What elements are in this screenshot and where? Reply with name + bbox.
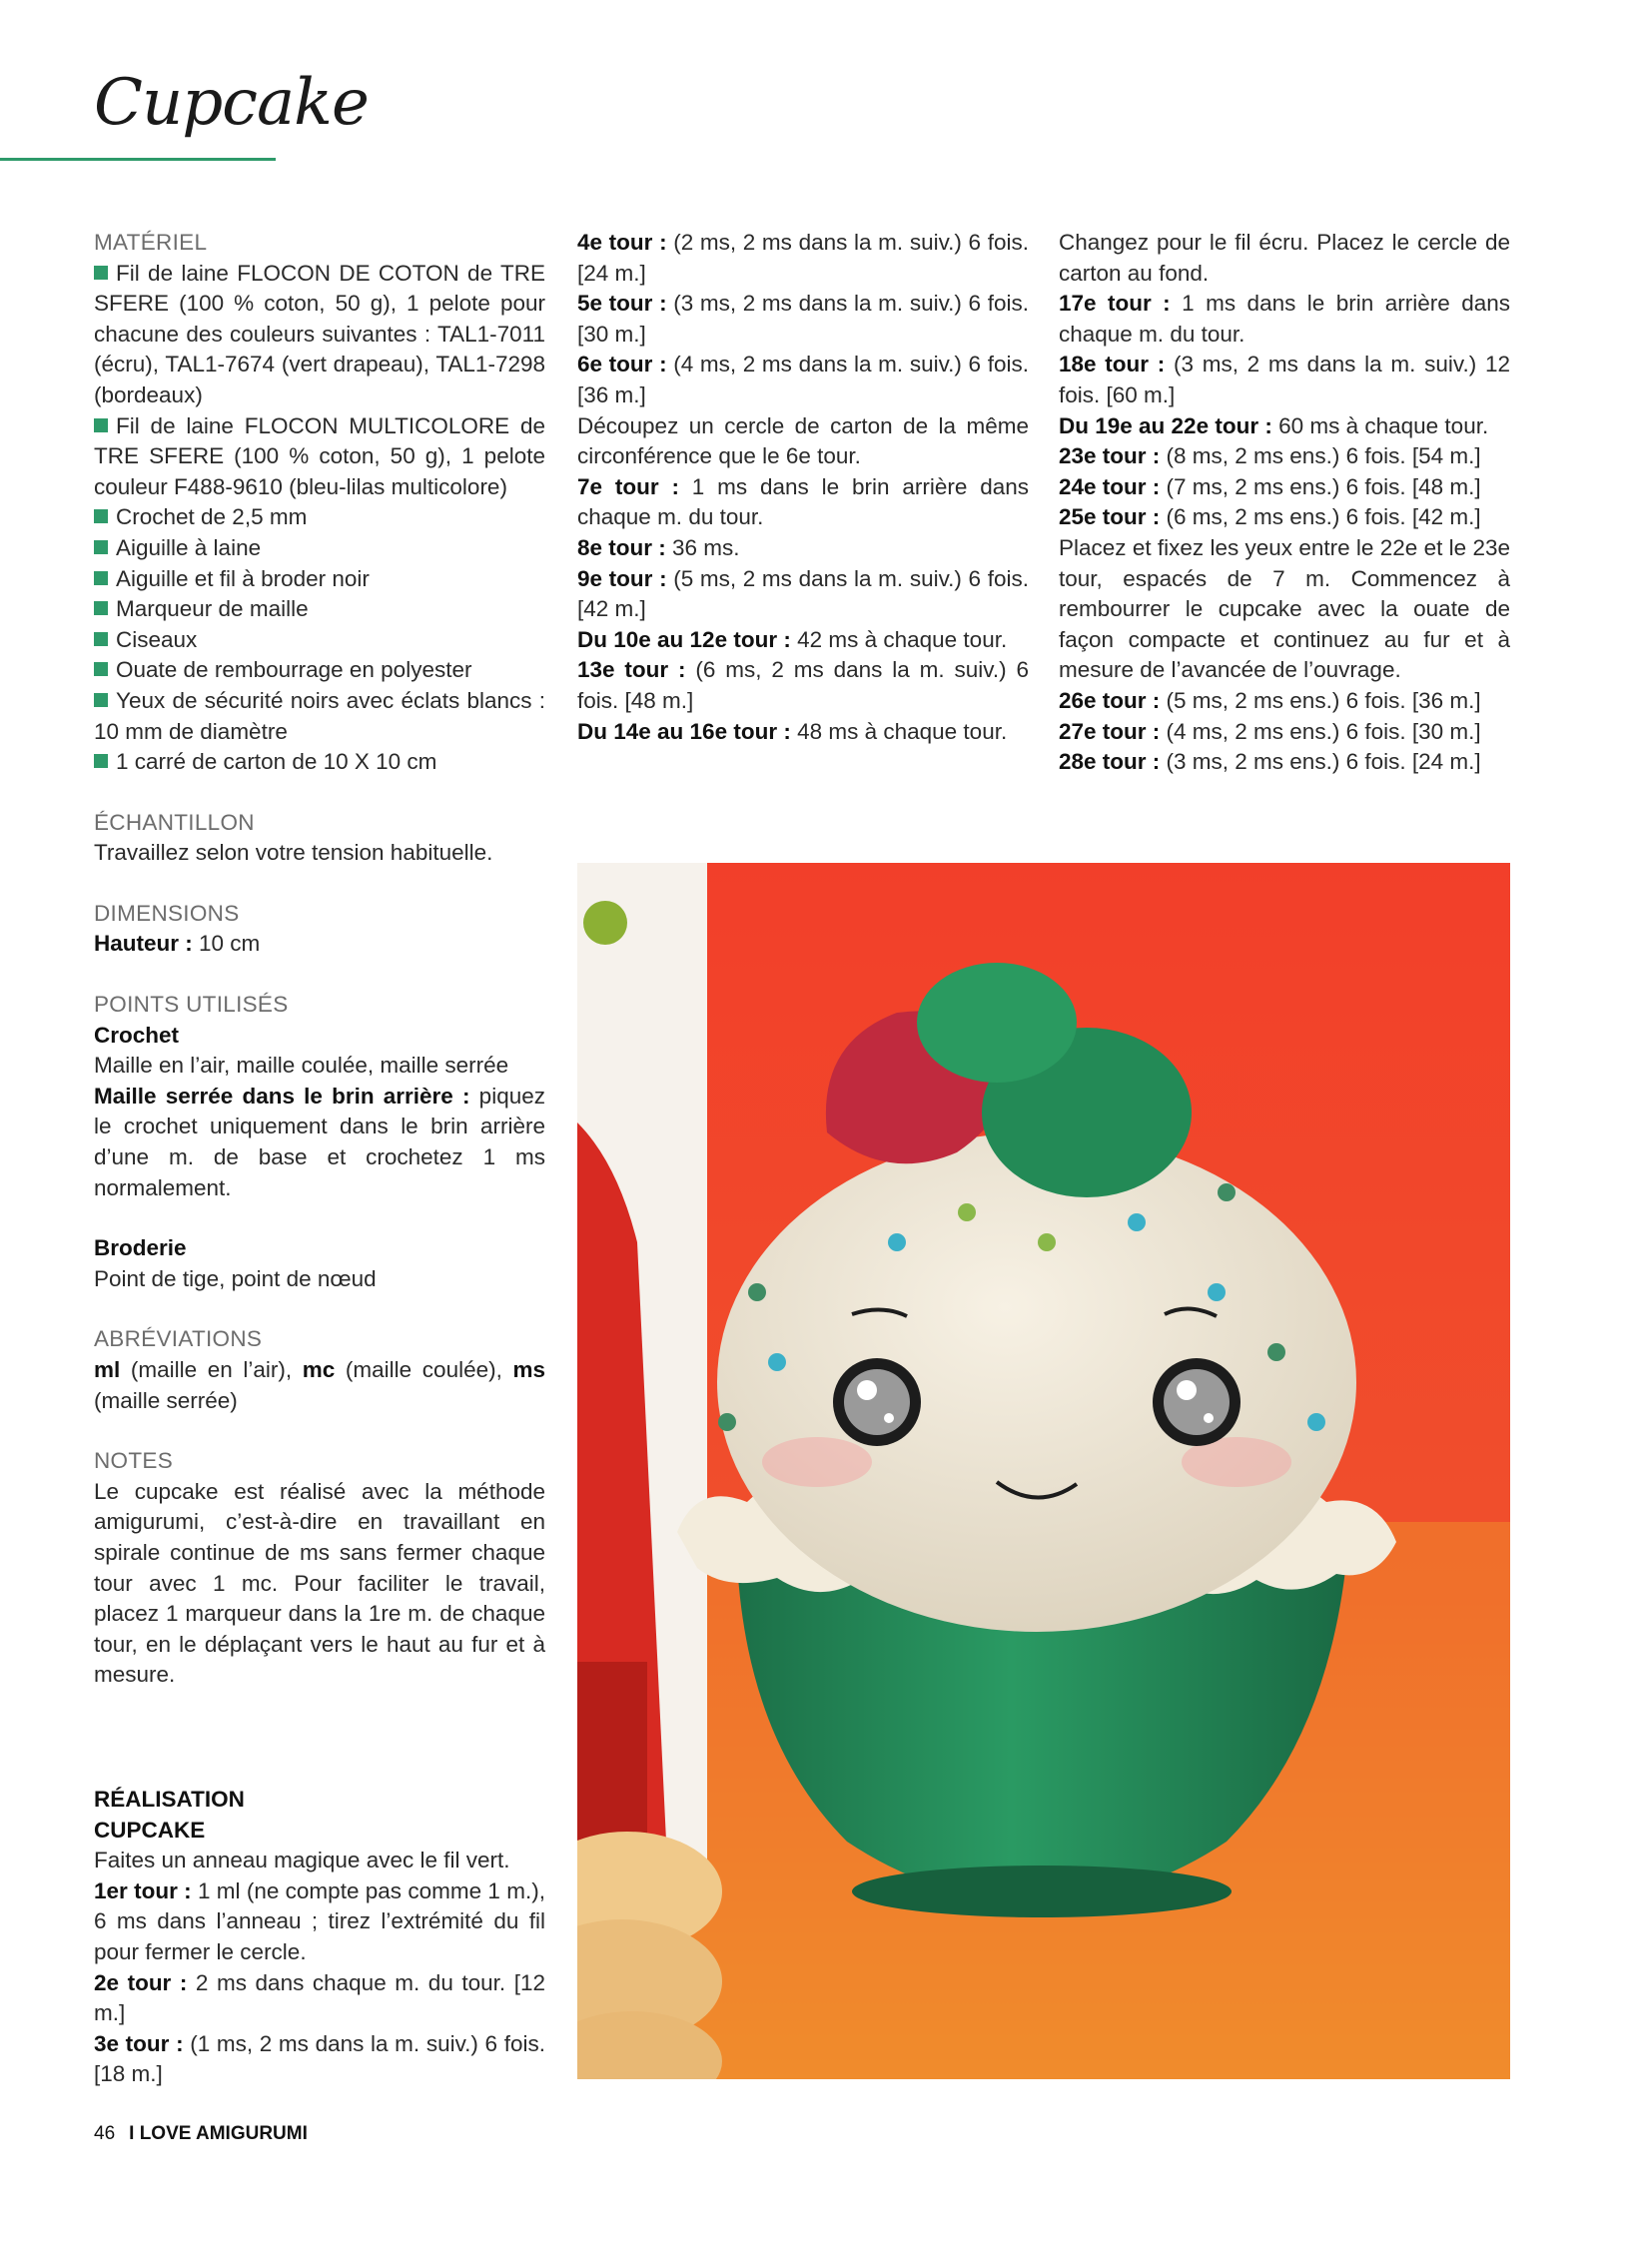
realisation-intro: Faites un anneau magique avec le fil vert. xyxy=(94,1848,510,1873)
bullet-square-icon xyxy=(94,601,108,615)
column-3 xyxy=(1059,228,1510,778)
instruction-row: 24e tour : (7 ms, 2 ms ens.) 6 fois. [48 m.] xyxy=(1059,473,1481,499)
materiel-item: Marqueur de maille xyxy=(94,594,545,625)
instruction-row: Du 14e au 16e tour : 48 ms à chaque tour. xyxy=(577,718,1008,744)
bullet-square-icon xyxy=(94,571,108,585)
magazine-brand: I LOVE AMIGURUMI xyxy=(129,2123,308,2144)
cupcake-subheading: CUPCAKE xyxy=(94,1817,206,1843)
instruction-row: 28e tour : (3 ms, 2 ms ens.) 6 fois. [24 m.] xyxy=(1059,749,1481,775)
bullet-square-icon xyxy=(94,540,108,554)
page-number: 46 xyxy=(94,2123,116,2144)
notes-text: Le cupcake est réalisé avec la méthode amigurumi, c’est-à-dire en travaillant en spirale continue de ms sans fermer chaque tour avec 1 mc. Pour faciliter le travail, placez 1 marqueur dans la 1re m. de chaque tour, en le déplaçant vers le haut au fur et à mesure. xyxy=(94,1478,545,1688)
abreviations-text: ml (maille en l’air), mc (maille coulée), ms (maille serrée) xyxy=(94,1357,546,1413)
materiel-item: Aiguille à laine xyxy=(94,533,545,564)
msba-paragraph: Maille serrée dans le brin arrière : piquez le crochet uniquement dans le brin arrière d’une m. de base et crochetez 1 ms normalement. xyxy=(94,1083,545,1200)
materiel-item: Ouate de rembourrage en polyester xyxy=(94,655,545,686)
page-footer xyxy=(94,2123,308,2145)
instruction-row: Placez et fixez les yeux entre le 22e et le 23e tour, espacés de 7 m. Commencez à rembourrer le cupcake avec la ouate de façon compacte et continuez au fur et à mesure de l’avancée de l’ouvrage. xyxy=(1059,534,1510,683)
instruction-row: 17e tour : 1 ms dans le brin arrière dans chaque m. du tour. xyxy=(1059,291,1510,347)
bullet-square-icon xyxy=(94,509,108,523)
materiel-item: Yeux de sécurité noirs avec éclats blancs : 10 mm de diamètre xyxy=(94,687,545,744)
materiel-item: Fil de laine FLOCON DE COTON de TRE SFERE (100 % coton, 50 g), 1 pelote pour chacune des couleurs suivantes : TAL1-7011 (écru), TAL1-7674 (vert drapeau), TAL1-7298 (bordeaux) xyxy=(94,260,545,407)
materiel-item: Crochet de 2,5 mm xyxy=(94,502,545,533)
instruction-row: 5e tour : (3 ms, 2 ms dans la m. suiv.) 6 fois. [30 m.] xyxy=(577,291,1029,347)
crochet-text: Maille en l’air, maille coulée, maille serrée xyxy=(94,1053,509,1079)
cupcake-photo xyxy=(577,863,1510,2079)
realisation-heading: RÉALISATION xyxy=(94,1786,245,1812)
materiel-heading: MATÉRIEL xyxy=(94,230,208,255)
bullet-square-icon xyxy=(94,693,108,707)
materiel-item: 1 carré de carton de 10 X 10 cm xyxy=(94,747,545,778)
instruction-row: 26e tour : (5 ms, 2 ms ens.) 6 fois. [36 m.] xyxy=(1059,687,1481,713)
instruction-row: 25e tour : (6 ms, 2 ms ens.) 6 fois. [42 m.] xyxy=(1059,504,1481,530)
cupcake-illustration xyxy=(577,863,1510,2079)
instruction-row: 3e tour : (1 ms, 2 ms dans la m. suiv.) 6 fois. [18 m.] xyxy=(94,2030,545,2087)
instruction-row: 4e tour : (2 ms, 2 ms dans la m. suiv.) 6 fois. [24 m.] xyxy=(577,230,1029,286)
abreviations-heading: ABRÉVIATIONS xyxy=(94,1326,263,1352)
title-underline xyxy=(0,158,276,161)
instruction-row: 13e tour : (6 ms, 2 ms dans la m. suiv.) 6 fois. [48 m.] xyxy=(577,657,1029,713)
instruction-row: 6e tour : (4 ms, 2 ms dans la m. suiv.) 6 fois. [36 m.] xyxy=(577,352,1029,407)
instruction-row: 23e tour : (8 ms, 2 ms ens.) 6 fois. [54 m.] xyxy=(1059,443,1481,469)
instruction-row: 1er tour : 1 ml (ne compte pas comme 1 m.), 6 ms dans l’anneau ; tirez l’extrémité du fil pour fermer le cercle. xyxy=(94,1877,545,1964)
materiel-list xyxy=(94,259,545,778)
instruction-row: 8e tour : 36 ms. xyxy=(577,534,740,560)
crochet-title: Crochet xyxy=(94,1022,180,1048)
bullet-square-icon xyxy=(94,266,108,280)
bullet-square-icon xyxy=(94,632,108,646)
page-title: Cupcake xyxy=(94,66,369,140)
instruction-row: 18e tour : (3 ms, 2 ms dans la m. suiv.) 12 fois. [60 m.] xyxy=(1059,352,1510,407)
dimensions-line: Hauteur : 10 cm xyxy=(94,931,261,957)
column-2 xyxy=(577,228,1029,747)
column-1 xyxy=(94,228,545,2090)
instruction-row: Du 19e au 22e tour : 60 ms à chaque tour. xyxy=(1059,412,1489,438)
bullet-square-icon xyxy=(94,662,108,676)
instruction-row: 9e tour : (5 ms, 2 ms dans la m. suiv.) 6 fois. [42 m.] xyxy=(577,565,1029,622)
bullet-square-icon xyxy=(94,754,108,768)
bullet-square-icon xyxy=(94,418,108,432)
materiel-item: Ciseaux xyxy=(94,625,545,656)
materiel-item: Fil de laine FLOCON MULTICOLORE de TRE SFERE (100 % coton, 50 g), 1 pelote couleur F488-9610 (bleu-lilas multicolore) xyxy=(94,412,545,499)
instruction-row: Du 10e au 12e tour : 42 ms à chaque tour. xyxy=(577,626,1008,652)
echantillon-text: Travaillez selon votre tension habituelle. xyxy=(94,840,493,866)
instruction-row: Changez pour le fil écru. Placez le cercle de carton au fond. xyxy=(1059,230,1510,286)
broderie-text: Point de tige, point de nœud xyxy=(94,1265,377,1291)
points-heading: POINTS UTILISÉS xyxy=(94,992,289,1018)
materiel-item: Aiguille et fil à broder noir xyxy=(94,564,545,595)
dimensions-heading: DIMENSIONS xyxy=(94,900,240,926)
instruction-row: 7e tour : 1 ms dans le brin arrière dans chaque m. du tour. xyxy=(577,473,1029,530)
broderie-title: Broderie xyxy=(94,1235,187,1261)
notes-heading: NOTES xyxy=(94,1448,174,1474)
echantillon-heading: ÉCHANTILLON xyxy=(94,809,255,835)
instruction-row: 27e tour : (4 ms, 2 ms ens.) 6 fois. [30 m.] xyxy=(1059,718,1481,744)
instruction-row: Découpez un cercle de carton de la même circonférence que le 6e tour. xyxy=(577,412,1029,469)
instruction-row: 2e tour : 2 ms dans chaque m. du tour. [12 m.] xyxy=(94,1969,546,2026)
